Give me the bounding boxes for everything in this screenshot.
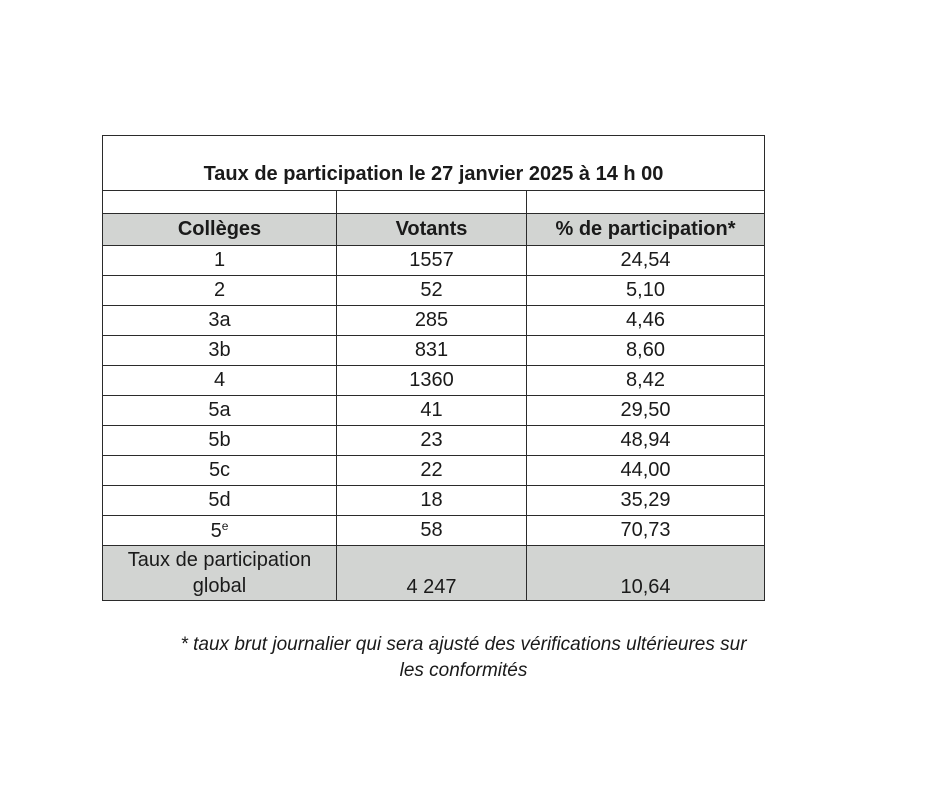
spacer-row bbox=[103, 191, 765, 214]
spacer-cell bbox=[103, 191, 337, 214]
total-label-line1: Taux de participation bbox=[127, 549, 312, 571]
college-cell bbox=[103, 336, 337, 366]
table-row bbox=[103, 306, 765, 336]
table-row bbox=[103, 516, 765, 546]
votants-cell: 1360 bbox=[337, 366, 527, 396]
table-body bbox=[103, 246, 765, 546]
total-votants: 4 247 bbox=[337, 546, 527, 601]
total-row bbox=[103, 546, 765, 601]
table-row bbox=[103, 336, 765, 366]
participation-cell: 44,00 bbox=[527, 456, 765, 486]
college-cell bbox=[103, 426, 337, 456]
table-row bbox=[103, 366, 765, 396]
college-label: 5b bbox=[208, 429, 231, 451]
college-label: 5d bbox=[208, 489, 231, 511]
table-row bbox=[103, 276, 765, 306]
college-label: 5c bbox=[208, 459, 231, 481]
participation-cell: 70,73 bbox=[527, 516, 765, 546]
header-votants: Votants bbox=[337, 214, 527, 246]
college-label: 3a bbox=[208, 309, 231, 331]
college-superscript: e bbox=[221, 518, 229, 533]
spacer-cell bbox=[527, 191, 765, 214]
college-cell bbox=[103, 486, 337, 516]
participation-cell: 4,46 bbox=[527, 306, 765, 336]
college-cell bbox=[103, 306, 337, 336]
college-label: 3b bbox=[208, 339, 231, 361]
footnote-line2: les conformités bbox=[399, 660, 528, 681]
college-cell bbox=[103, 366, 337, 396]
college-cell bbox=[103, 456, 337, 486]
footnote bbox=[60, 632, 867, 684]
college-label: 5a bbox=[208, 399, 231, 421]
college-cell bbox=[103, 396, 337, 426]
header-participation: % de participation* bbox=[527, 214, 765, 246]
participation-cell: 8,42 bbox=[527, 366, 765, 396]
table-row bbox=[103, 426, 765, 456]
table-row bbox=[103, 456, 765, 486]
total-label-line2: global bbox=[192, 575, 247, 597]
participation-cell: 35,29 bbox=[527, 486, 765, 516]
header-row bbox=[103, 214, 765, 246]
participation-cell: 5,10 bbox=[527, 276, 765, 306]
table-row bbox=[103, 396, 765, 426]
participation-cell: 24,54 bbox=[527, 246, 765, 276]
table-row bbox=[103, 486, 765, 516]
votants-cell: 22 bbox=[337, 456, 527, 486]
total-label bbox=[103, 546, 337, 601]
votants-cell: 831 bbox=[337, 336, 527, 366]
college-cell bbox=[103, 516, 337, 546]
college-label: 2 bbox=[213, 279, 226, 301]
title-row bbox=[103, 136, 765, 191]
college-label: 4 bbox=[213, 369, 226, 391]
votants-cell: 1557 bbox=[337, 246, 527, 276]
college-label: 5 bbox=[210, 519, 222, 542]
spacer-cell bbox=[337, 191, 527, 214]
college-cell bbox=[103, 276, 337, 306]
header-colleges: Collèges bbox=[103, 214, 337, 246]
votants-cell: 285 bbox=[337, 306, 527, 336]
participation-table bbox=[102, 135, 765, 601]
participation-cell: 29,50 bbox=[527, 396, 765, 426]
total-participation: 10,64 bbox=[527, 546, 765, 601]
participation-cell: 48,94 bbox=[527, 426, 765, 456]
votants-cell: 58 bbox=[337, 516, 527, 546]
votants-cell: 18 bbox=[337, 486, 527, 516]
participation-cell: 8,60 bbox=[527, 336, 765, 366]
votants-cell: 41 bbox=[337, 396, 527, 426]
table-title: Taux de participation le 27 janvier 2025 à 14 h 00 bbox=[103, 136, 765, 191]
votants-cell: 52 bbox=[337, 276, 527, 306]
votants-cell: 23 bbox=[337, 426, 527, 456]
table-row bbox=[103, 246, 765, 276]
college-cell bbox=[103, 246, 337, 276]
college-label: 1 bbox=[213, 249, 226, 271]
footnote-line1: * taux brut journalier qui sera ajusté des vérifications ultérieures sur bbox=[180, 634, 747, 655]
